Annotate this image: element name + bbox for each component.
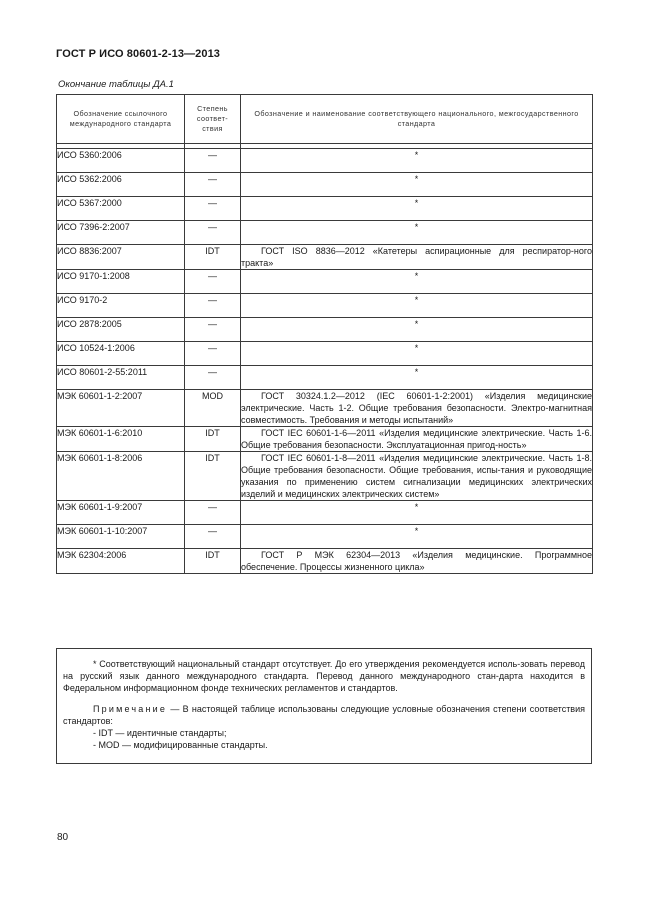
- cell-national-standard: *: [241, 525, 593, 549]
- cell-national-standard: ГОСТ IEC 60601-1-6—2011 «Изделия медицинские электрические. Часть 1-6. Общие требования безопасности. Эксплуатационная пригод-ность»: [241, 428, 592, 450]
- table-row: [57, 318, 593, 342]
- cell-reference-standard: МЭК 60601-1-8:2006: [57, 452, 185, 501]
- cell-degree: IDT: [185, 452, 241, 501]
- table-row: [57, 197, 593, 221]
- cell-national-standard: *: [241, 318, 593, 342]
- cell-reference-standard: ИСО 8836:2007: [57, 245, 185, 270]
- cell-national-standard: ГОСТ IEC 60601-1-8—2011 «Изделия медицинские электрические. Часть 1-8. Общие требования безопасности. Общие требования, испы-тания и руководящие указания по применению систем сигнализации медицинских электрических изделий и медицинских электрических систем»: [241, 453, 592, 499]
- table-row: [57, 245, 593, 270]
- cell-degree: —: [185, 270, 241, 294]
- cell-national-standard: *: [241, 366, 593, 390]
- table-header-row: [57, 95, 593, 144]
- cell-degree: IDT: [185, 549, 241, 574]
- cell-reference-standard: ИСО 10524-1:2006: [57, 342, 185, 366]
- cell-national-standard: ГОСТ Р МЭК 62304—2013 «Изделия медицинские. Программное обеспечение. Процессы жизненного цикла»: [241, 550, 592, 572]
- cell-national-standard: *: [241, 221, 593, 245]
- table-row: [57, 501, 593, 525]
- cell-reference-standard: ИСО 5367:2000: [57, 197, 185, 221]
- cell-degree: —: [185, 525, 241, 549]
- cell-degree: —: [185, 366, 241, 390]
- cell-reference-standard: МЭК 60601-1-6:2010: [57, 427, 185, 452]
- note-item-mod: - MOD — модифицированные стандарты.: [93, 740, 268, 750]
- table-row: [57, 270, 593, 294]
- header-reference-standard: Обозначение ссылочного международного стандарта: [57, 95, 185, 144]
- table-row: [57, 173, 593, 197]
- cell-reference-standard: ИСО 80601-2-55:2011: [57, 366, 185, 390]
- cell-reference-standard: ИСО 5360:2006: [57, 149, 185, 173]
- correspondence-table: [56, 94, 593, 574]
- cell-national-standard: ГОСТ 30324.1.2—2012 (IEC 60601-1-2:2001) «Изделия медицинские электрические. Часть 1-2. Общие требования безопасности. Электро-магнитная совместимость. Требования и методы испытаний»: [241, 391, 592, 425]
- cell-degree: —: [185, 318, 241, 342]
- table-row: [57, 366, 593, 390]
- cell-reference-standard: ИСО 9170-1:2008: [57, 270, 185, 294]
- table-row: [57, 452, 593, 501]
- footnote-text: * Соответствующий национальный стандарт отсутствует. До его утверждения рекомендуется исполь-зовать перевод на русский язык данного международного стандарта. Перевод данного международного стан-дарта находится в Федеральном информационном фонде технических регламентов и стандартов.: [63, 659, 585, 693]
- table-row: [57, 427, 593, 452]
- cell-reference-standard: МЭК 60601-1-2:2007: [57, 390, 185, 427]
- table-row: [57, 221, 593, 245]
- cell-national-standard: *: [241, 197, 593, 221]
- cell-reference-standard: МЭК 62304:2006: [57, 549, 185, 574]
- header-degree: Степень соответ-ствия: [185, 95, 241, 144]
- cell-reference-standard: ИСО 7396-2:2007: [57, 221, 185, 245]
- cell-degree: —: [185, 221, 241, 245]
- cell-reference-standard: ИСО 2878:2005: [57, 318, 185, 342]
- cell-reference-standard: ИСО 5362:2006: [57, 173, 185, 197]
- cell-national-standard: *: [241, 342, 593, 366]
- cell-national-standard: ГОСТ ISO 8836—2012 «Катетеры аспирационные для респиратор-ного тракта»: [241, 246, 592, 268]
- note-item-idt: - IDT — идентичные стандарты;: [93, 728, 227, 738]
- cell-degree: MOD: [185, 390, 241, 427]
- cell-national-standard: *: [241, 294, 593, 318]
- table-row: [57, 342, 593, 366]
- note-paragraph: [63, 703, 585, 727]
- table-row: [57, 525, 593, 549]
- header-national-standard: Обозначение и наименование соответствующего национального, межгосударственного стандарта: [241, 95, 593, 144]
- cell-national-standard: *: [241, 270, 593, 294]
- cell-degree: —: [185, 197, 241, 221]
- table-row: [57, 149, 593, 173]
- cell-national-standard: *: [241, 501, 593, 525]
- cell-reference-standard: ИСО 9170-2: [57, 294, 185, 318]
- cell-degree: IDT: [185, 245, 241, 270]
- notes-box: [56, 648, 592, 764]
- cell-national-standard: *: [241, 149, 593, 173]
- table-row: [57, 390, 593, 427]
- cell-degree: —: [185, 173, 241, 197]
- cell-degree: IDT: [185, 427, 241, 452]
- cell-degree: —: [185, 294, 241, 318]
- cell-national-standard: *: [241, 173, 593, 197]
- page-number: 80: [57, 832, 69, 843]
- note-label: Примечание: [93, 704, 168, 714]
- cell-reference-standard: МЭК 60601-1-9:2007: [57, 501, 185, 525]
- document-title: ГОСТ Р ИСО 80601-2-13—2013: [56, 48, 221, 60]
- table-row: [57, 549, 593, 574]
- table-caption: Окончание таблицы ДА.1: [58, 79, 174, 90]
- cell-reference-standard: МЭК 60601-1-10:2007: [57, 525, 185, 549]
- table-row: [57, 294, 593, 318]
- cell-degree: —: [185, 342, 241, 366]
- cell-degree: —: [185, 501, 241, 525]
- cell-degree: —: [185, 149, 241, 173]
- note-text: — В настоящей таблице использованы следующие условные обозначения степени соответствия стандартов:: [63, 704, 585, 726]
